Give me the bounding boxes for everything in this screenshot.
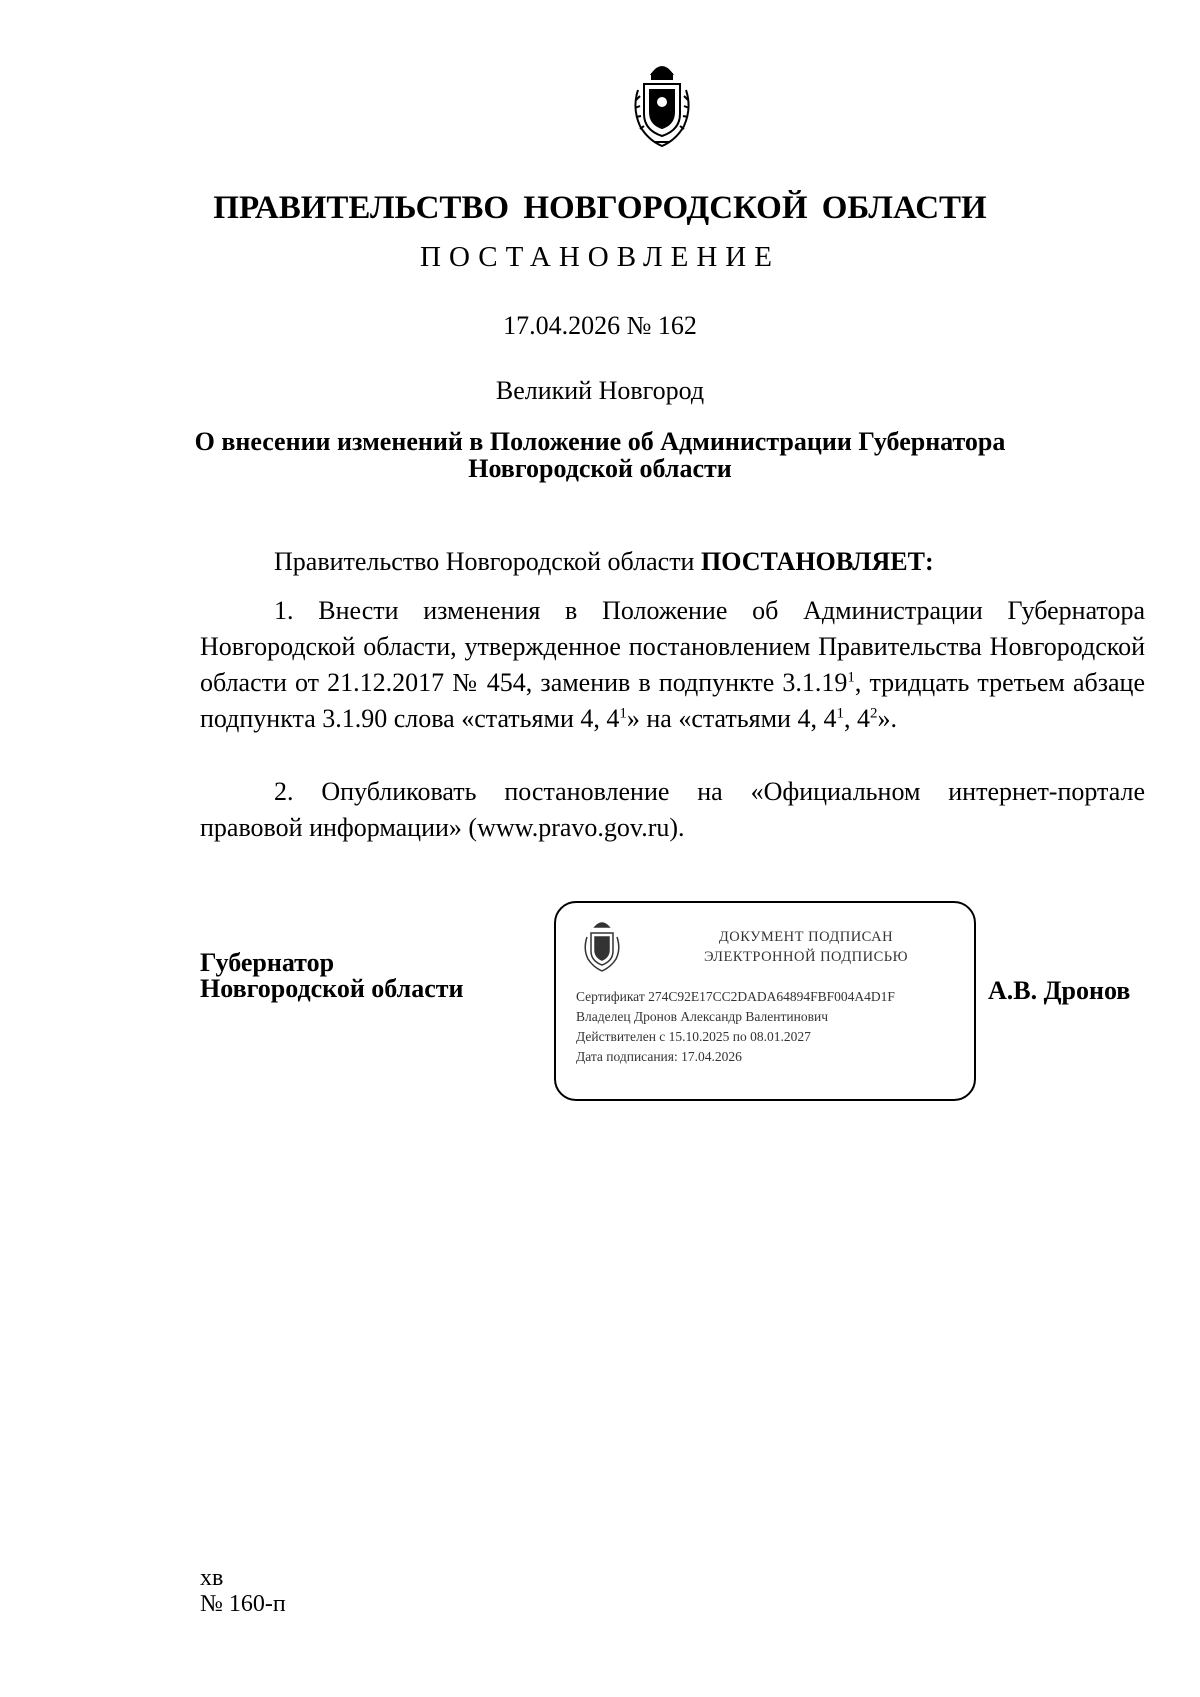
signatory-name: А.В. Дронов (988, 976, 1131, 1005)
item-1-part-b: , тридцать третьем абзаце подпункта 3.1.90 слова «статьями 4, 4 (200, 668, 1145, 733)
decree-paragraph (200, 544, 1145, 580)
item-1-part-a: 1. Внести изменения в Положение об Администрации Губернатора Новгородской области, утвержденное постановлением Правительства Новгородской области от 21.12.2017 № 454, заменив в подпункте 3.1.19 (200, 596, 1145, 697)
decree-intro: Правительство Новгородской области (274, 547, 695, 576)
date-number-line (0, 311, 1200, 341)
stamp-emblem-icon (582, 917, 622, 973)
item-1-paragraph (200, 593, 1145, 737)
subject-line-1: О внесении изменений в Положение об Администрации Губернатора (194, 427, 1006, 456)
stamp-validity: Действителен с 15.10.2025 по 08.01.2027 (576, 1029, 811, 1044)
item-1-sup-a: 1 (847, 669, 855, 686)
footer-initials: хв (200, 1565, 224, 1591)
item-2-text: 2. Опубликовать постановление на «Официальном интернет-портале правовой информации» (www.pravo.gov.ru). (200, 777, 1145, 842)
stamp-header-line-2: ЭЛЕКТРОННОЙ ПОДПИСЬЮ (703, 949, 909, 965)
stamp-details (576, 987, 971, 1067)
city: Великий Новгород (495, 376, 705, 405)
document-type: ПОСТАНОВЛЕНИЕ (420, 241, 780, 273)
item-2-paragraph (200, 774, 1145, 846)
subject-line-2: Новгородской области (468, 454, 732, 483)
government-title: ПРАВИТЕЛЬСТВО НОВГОРОДСКОЙ ОБЛАСТИ (213, 190, 987, 226)
stamp-header-line-1: ДОКУМЕНТ ПОДПИСАН (718, 929, 894, 945)
document-subject (0, 428, 1200, 482)
item-1-sup-c: 1 (836, 705, 844, 722)
footer-reference (200, 1565, 286, 1617)
position-line-2: Новгородской области (200, 974, 464, 1003)
position-line-1: Губернатор (200, 948, 335, 977)
coat-of-arms-icon (630, 56, 694, 152)
decree-word: ПОСТАНОВЛЯЕТ: (700, 547, 934, 576)
item-1-part-c: » на «статьями 4, 4 (626, 704, 837, 733)
document-date: 17.04.2026 (503, 311, 621, 340)
footer-ref-number: № 160-п (200, 1591, 286, 1617)
stamp-header (656, 927, 956, 967)
signatory-position (200, 950, 464, 1002)
item-1-sup-d: 2 (869, 705, 878, 722)
document-number: 162 (657, 311, 697, 340)
item-1-sup-b: 1 (619, 705, 627, 722)
item-1-part-e: ». (877, 704, 897, 733)
electronic-signature-stamp (554, 901, 976, 1101)
item-1-part-d: , 4 (843, 704, 870, 733)
stamp-sign-date: Дата подписания: 17.04.2026 (576, 1049, 742, 1064)
number-sign: № (626, 311, 652, 340)
stamp-owner: Владелец Дронов Александр Валентинович (576, 1009, 828, 1024)
stamp-certificate: Сертификат 274C92E17CC2DADA64894FBF004A4D1F (576, 989, 895, 1004)
item-1-text (200, 593, 1145, 737)
